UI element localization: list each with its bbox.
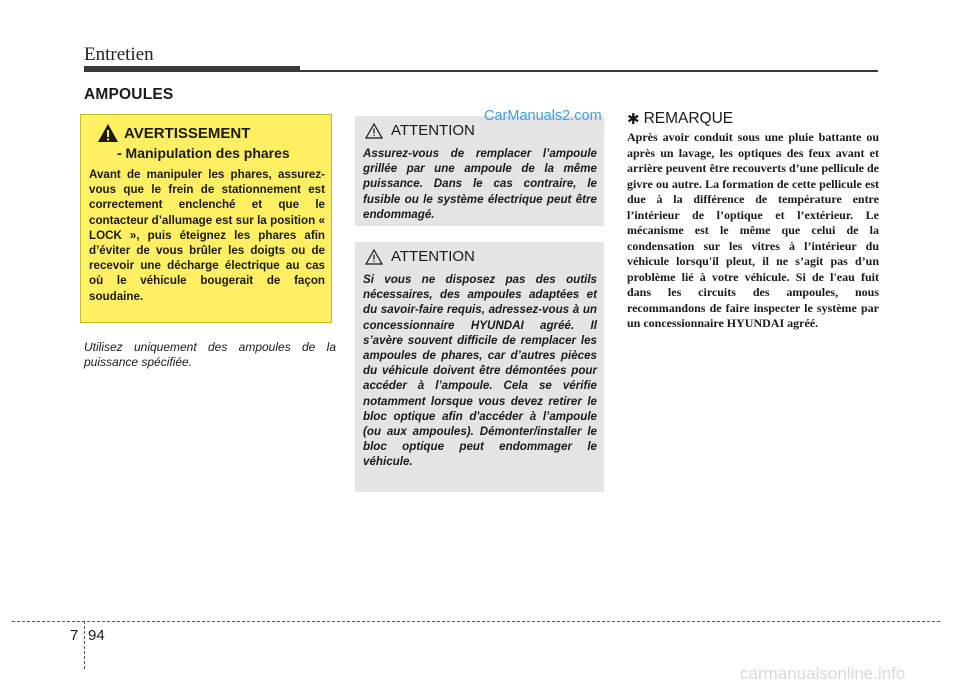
page-number-separator (84, 621, 85, 669)
remark-title: REMARQUE (643, 110, 734, 127)
attention-title-2: ATTENTION (391, 248, 475, 265)
attention-body-1: Assurez-vous de remplacer l’ampoule grillée par une ampoule de la même puissance. Dans le cas contraire, le fusible ou le système électrique peut être endommagé. (363, 147, 597, 221)
footer-chapter-number: 7 (70, 627, 79, 644)
warning-icon (97, 123, 119, 143)
attention-body-2: Si vous ne disposez pas des outils nécessaires, des ampoules adaptées et du savoir-faire requis, adressez-vous à un concessionnaire HYUNDAI agréé. Il s’avère souvent difficile de remplacer les ampoules de phares, car d’autres pièces du véhicule doivent être démontées pour accéder à l’ampoule. Cela se vérifie notamment lorsque vous devez retirer le bloc optique afin d'accéder à l’ampoule (ou aux ampoules). Démonter/installer le bloc optique peut endommager le véhicule. (363, 273, 597, 469)
attention-box-1 (355, 116, 604, 226)
remark-body: Après avoir conduit sous une pluie battante ou après un lavage, les optiques des feux avant et arrière peuvent être recouverts d’une pellicule de givre ou autre. La formation de cette pellicule est due à la différence de température entre l’intérieur de l’optique et l’extérieur. Le mécanisme est le même que celui de la condensation sur les vitres à l’intérieur du véhicule lorsqu'il pleut, il ne s’agit pas d’un problème lié à votre véhicule. Si de l'eau fuit dans les circuits des ampoules, nous recommandons de faire inspecter le système par un concessionnaire HYUNDAI agréé. (627, 130, 879, 330)
warning-body: Avant de manipuler les phares, assurez-vous que le frein de stationnement est correctement enclenché et que le contacteur d’allumage est sur la position « LOCK », puis éteignez les phares afin d’éviter de vous brûler les doigts ou de recevoir une décharge électrique au cas où le véhicule bougerait de façon soudaine. (89, 168, 325, 303)
footer-divider (12, 621, 940, 622)
attention-box-2 (355, 242, 604, 492)
warning-header (97, 123, 250, 143)
attention-header-1 (365, 122, 475, 139)
usage-note: Utilisez uniquement des ampoules de la puissance spécifiée. (84, 340, 336, 369)
caution-icon (365, 249, 383, 265)
warning-subtitle: - Manipulation des phares (117, 145, 290, 161)
header-rule (300, 70, 878, 72)
attention-title-1: ATTENTION (391, 122, 475, 139)
section-title: AMPOULES (84, 86, 174, 103)
caution-icon (365, 123, 383, 139)
warning-title: AVERTISSEMENT (124, 124, 251, 142)
header-bar (84, 66, 300, 72)
warning-box (80, 114, 332, 323)
site-watermark: carmanualsonline.info (740, 664, 906, 683)
attention-header-2 (365, 248, 475, 265)
remark-header (627, 110, 733, 128)
footer-page-number: 94 (88, 627, 105, 644)
chapter-title: Entretien (84, 44, 154, 65)
asterisk-icon: ✱ (627, 111, 640, 128)
watermark-link[interactable]: CarManuals2.com (484, 108, 602, 124)
